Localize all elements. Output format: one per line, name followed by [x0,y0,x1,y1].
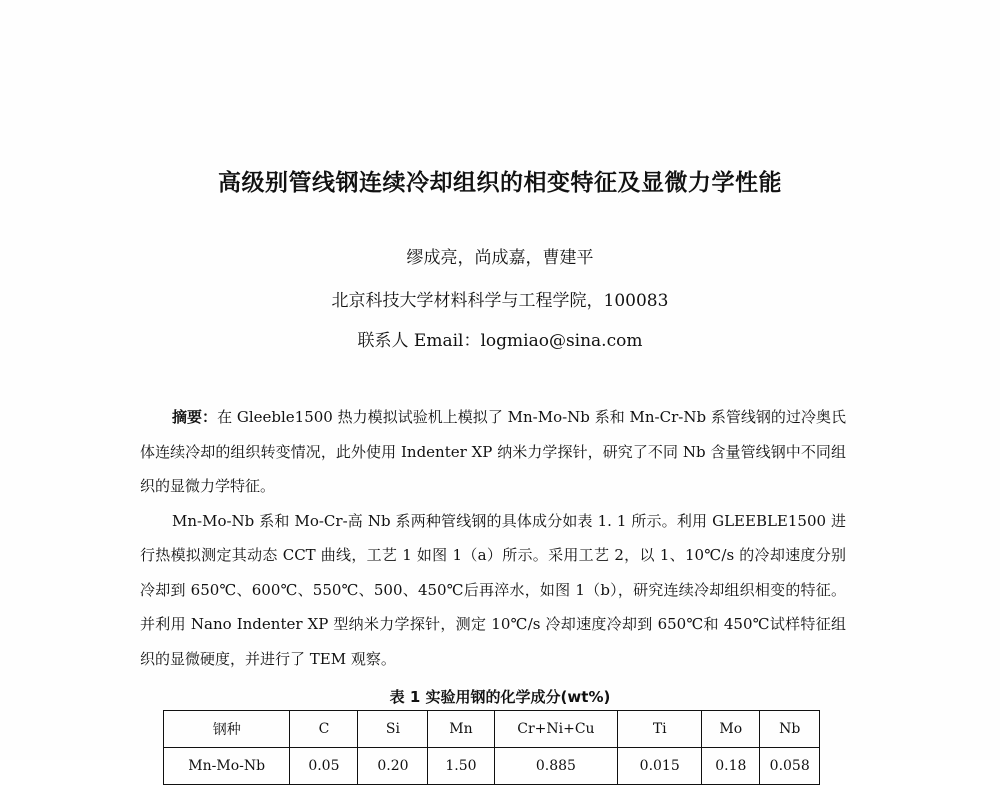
table-cell: 0.05 [290,748,358,785]
composition-table [163,710,820,785]
table-header-cell: Ti [618,711,702,748]
table-cell: 1.50 [428,748,494,785]
paper-body [140,400,846,676]
table-cell: 0.015 [618,748,702,785]
table-header-row [164,711,820,748]
abstract-text: 在 Gleeble1500 热力模拟试验机上模拟了 Mn-Mo-Nb 系和 Mn-Cr-Nb 系管线钢的过冷奥氏体连续冷却的组织转变情况，此外使用 Indenter XP 纳米力学探针，研究了不同 Nb 含量管线钢中不同组织的显微力学特征。 [140,408,846,495]
table-cell: 0.058 [760,748,820,785]
abstract-label: 摘要： [172,408,218,426]
table-caption: 表 1 实验用钢的化学成分(wt%) [389,688,611,706]
composition-table-wrapper [163,710,820,785]
table-header-cell: Si [358,711,428,748]
table-header-cell: C [290,711,358,748]
table-cell: 0.18 [702,748,760,785]
abstract-paragraph [140,400,846,504]
table-header-cell: Mn [428,711,494,748]
table-row [164,748,820,785]
table-cell: 0.885 [494,748,618,785]
contact-email: 联系人 Email：logmiao@sina.com [357,331,643,351]
table-cell: 0.20 [358,748,428,785]
author-list: 缪成亮，尚成嘉，曹建平 [406,248,594,268]
paper-title: 高级别管线钢连续冷却组织的相变特征及显微力学性能 [218,170,782,196]
table-header-cell: Mo [702,711,760,748]
table-header-cell: Cr+Ni+Cu [494,711,618,748]
affiliation: 北京科技大学材料科学与工程学院，100083 [331,291,669,311]
table-cell: Mn-Mo-Nb [164,748,290,785]
table-header-cell: Nb [760,711,820,748]
body-paragraph-1: Mn-Mo-Nb 系和 Mo-Cr-高 Nb 系两种管线钢的具体成分如表 1. 1 所示。利用 GLEEBLE1500 进行热模拟测定其动态 CCT 曲线，工艺 1 如图 1（a）所示。采用工艺 2，以 1、10℃/s 的冷却速度分别冷却到 650℃、600℃、550℃、500、450℃后再淬水，如图 1（b），研究连续冷却组织相变的特征。并利用 Nano Indenter XP 型纳米力学探针，测定 10℃/s 冷却速度冷却到 650℃和 450℃试样特征组织的显微硬度，并进行了 TEM 观察。 [140,511,846,668]
table-header-cell: 钢种 [164,711,290,748]
